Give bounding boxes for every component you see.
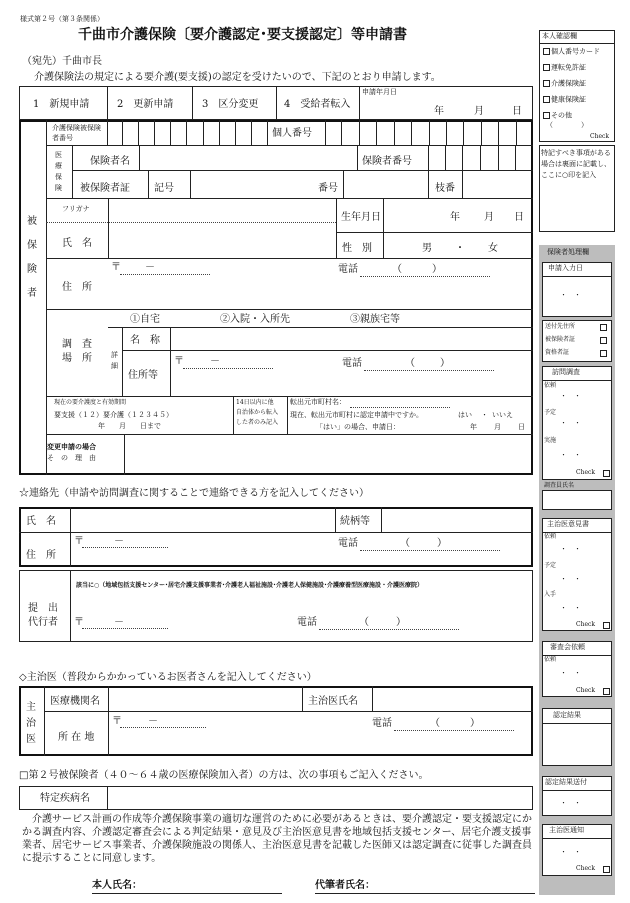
change-reason-label: 変更申請の場合 <box>47 442 96 451</box>
disease-row <box>19 786 533 810</box>
survey-place-label: 調 査場 所 <box>62 339 92 364</box>
sex-label: 性 別 <box>342 243 372 254</box>
contact-section <box>19 507 533 567</box>
addressee: （宛先）千曲市長 <box>22 56 102 67</box>
type2-heading: □第２号被保険者（４０～６４歳の医療保険加入者）の方は、次の事項もご記入ください。 <box>19 770 429 781</box>
type-transfer[interactable]: 4 受給者転入 <box>284 99 351 110</box>
contact-heading: ☆連絡先（申請や訪問調査に関することで連絡できる方を記入してください） <box>19 488 369 499</box>
furigana-label: フリガナ <box>62 205 90 213</box>
agent-section <box>19 570 533 642</box>
surveyor-field[interactable] <box>542 490 612 510</box>
sex-female[interactable]: 女 <box>488 243 498 254</box>
current-level[interactable]: 要支援（１２）要介護（１２３４５） <box>54 411 173 419</box>
self-name-label: 本人氏名： <box>92 880 142 891</box>
page-title: 千曲市介護保険〔要介護認定･要支援認定〕等申請書 <box>78 27 407 43</box>
insured-number-boxes[interactable] <box>107 120 267 145</box>
form-number: 様式第２号（第３条関係） <box>20 15 104 23</box>
insurer-name-label: 保険者名 <box>90 156 130 167</box>
address-label: 住 所 <box>62 282 92 293</box>
card-label: 被保険者証 <box>80 183 130 194</box>
agent-name-label: 代筆者氏名： <box>315 880 375 891</box>
consent-text: 介護サービス計画の作成等介護保険事業の適切な運営のために必要があるときは、要介護認定・要支援認定にかかる調査内容、介護認定審査会による判定結果・意見及び主治医意見書を地域包括支援センター、居宅介護支援事業者、居宅サービス事業者、介護保険施設の関係人、主治医意見書を記載した医師又は認定調査に従事した調査員に提示することに同意します。 <box>22 814 532 864</box>
type-renewal[interactable]: 2 更新申請 <box>117 99 174 110</box>
transfer-yes[interactable]: はい <box>458 411 472 419</box>
facility-label: 名 称 <box>130 335 160 346</box>
survey-home[interactable]: ①自宅 <box>130 314 160 325</box>
transfer-no[interactable]: いいえ <box>492 411 513 419</box>
type-new[interactable]: 1 新規申請 <box>33 99 90 110</box>
birth-label: 生年月日 <box>341 212 381 223</box>
medical-side-label: 医療保険 <box>55 151 62 192</box>
my-number-label: 個人番号 <box>272 128 312 139</box>
name-label: 氏 名 <box>62 238 92 249</box>
sex-male[interactable]: 男 <box>422 243 432 254</box>
app-date-label: 申請年月日 <box>362 88 397 96</box>
insured-side-label: 被保険者 <box>27 216 37 299</box>
doctor-heading: ◇主治医（普段からかかっているお医者さんを記入してください） <box>19 672 317 683</box>
type-change[interactable]: 3 区分変更 <box>202 99 259 110</box>
place-address-label: 住所等 <box>128 370 158 381</box>
agent-note: 該当に○（地域包括支援センター･居宅介護支援事業者･介護老人福祉施設･介護老人保健施設･介護療養型医療施設・介護医療院） <box>76 582 423 589</box>
insured-number-label: 介護保険被保険者番号 <box>52 124 101 142</box>
survey-relative[interactable]: ③親族宅等 <box>350 314 400 325</box>
current-level-label: 現在の要介護度と有効期間 <box>54 399 127 406</box>
detail-label: 詳細 <box>111 351 118 370</box>
insurer-number-boxes[interactable] <box>428 145 533 170</box>
survey-hospital[interactable]: ②入院・入所先 <box>220 314 290 325</box>
intro-text: 介護保険法の規定による要介護(要支援)の認定を受けたいので、下記のとおり申請します。 <box>34 72 441 83</box>
insurer-number-label: 保険者番号 <box>362 156 412 167</box>
my-number-boxes[interactable] <box>325 120 533 145</box>
